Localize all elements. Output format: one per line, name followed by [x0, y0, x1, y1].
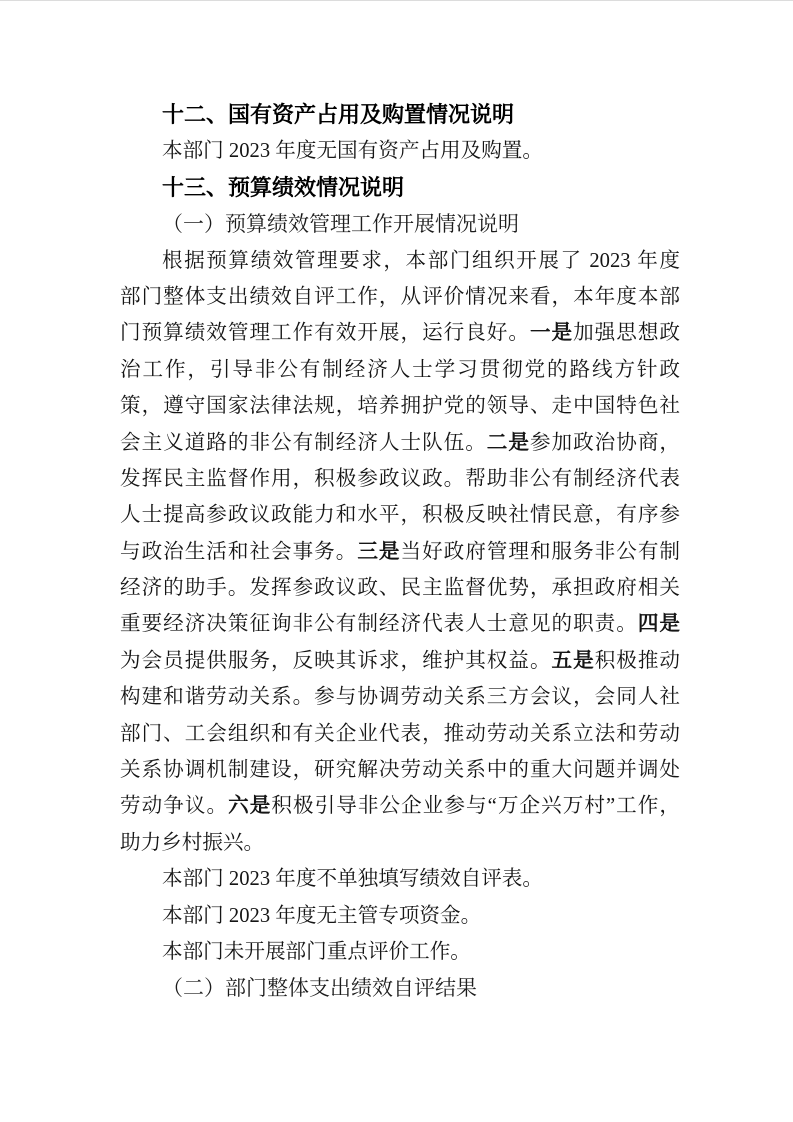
text-run: 积极推动 — [594, 649, 680, 672]
document-line — [120, 461, 680, 497]
document-line — [120, 788, 680, 824]
emphasis-text-run: 二是 — [486, 430, 530, 454]
text-run: 本部门 2023 年度无主管专项资金。 — [162, 904, 482, 927]
text-run: 为会员提供服务，反映其诉求，维护其权益。 — [120, 649, 552, 672]
document-line — [120, 570, 680, 606]
document-line — [120, 534, 680, 570]
text-run: 治工作，引导非公有制经济人士学习贯彻党的路线方针政 — [120, 358, 680, 381]
text-run: 经济的助手。发挥参政议政、民主监督优势，承担政府相关 — [120, 577, 680, 600]
text-run: 当好政府管理和服务非公有制 — [400, 540, 680, 563]
text-run: 加强思想政 — [573, 322, 680, 345]
emphasis-text-run: 十二、国有资产占用及购置情况说明 — [162, 102, 515, 127]
emphasis-text-run: 十三、预算绩效情况说明 — [162, 174, 405, 200]
document-line — [120, 315, 680, 351]
emphasis-text-run: 五是 — [551, 648, 595, 672]
section-heading-xii — [120, 97, 680, 133]
subsection-heading-1 — [120, 206, 680, 242]
emphasis-text-run: 六是 — [228, 794, 272, 818]
document-line — [120, 752, 680, 788]
emphasis-text-run: 四是 — [637, 612, 680, 636]
text-run: 与政治生活和社会事务。 — [120, 540, 358, 563]
text-run: 重要经济决策征询非公有制经济代表人士意见的职责。 — [120, 613, 638, 636]
text-run: 构建和谐劳动关系。参与协调劳动关系三方会议，会同人社 — [120, 686, 680, 709]
section-heading-xiii — [120, 170, 680, 206]
subsection-heading-2 — [120, 970, 680, 1006]
text-run: 本部门 2023 年度无国有资产占用及购置。 — [162, 140, 543, 163]
emphasis-text-run: 一是 — [529, 321, 574, 345]
text-run: 劳动争议。 — [120, 795, 229, 818]
text-run: 人士提高参政议政能力和水平，积极反映社情民意，有序参 — [120, 504, 680, 527]
document-line — [120, 606, 680, 642]
para-no-self-eval-table — [120, 861, 680, 897]
document-line — [120, 497, 680, 533]
para-no-state-assets — [120, 133, 680, 169]
document-line — [120, 825, 680, 861]
text-run: 关系协调机制建设，研究解决劳动关系中的重大问题并调处 — [120, 759, 680, 782]
para-no-key-evaluation — [120, 934, 680, 970]
document-line — [120, 388, 680, 424]
text-run: 本部门未开展部门重点评价工作。 — [162, 940, 471, 963]
document-line — [120, 243, 680, 279]
text-run: 部门、工会组织和有关企业代表，推动劳动关系立法和劳动 — [120, 722, 680, 745]
document-line — [120, 643, 680, 679]
document-line — [120, 352, 680, 388]
text-run: 助力乡村振兴。 — [120, 831, 265, 854]
text-run: （二）部门整体支出绩效自评结果 — [162, 976, 477, 1001]
document-line — [120, 716, 680, 752]
text-run: 部门整体支出绩效自评工作，从评价情况来看，本年度本部 — [120, 285, 680, 308]
document-line — [120, 279, 680, 315]
text-run: 发挥民主监督作用，积极参政议政。帮助非公有制经济代表 — [120, 467, 680, 490]
text-run: 策，遵守国家法律法规，培养拥护党的领导、走中国特色社 — [120, 395, 680, 418]
document-line — [120, 425, 680, 461]
document-line — [120, 679, 680, 715]
text-run: 本部门 2023 年度不单独填写绩效自评表。 — [162, 868, 543, 891]
page-top-edge — [0, 0, 793, 1]
text-run: 参加政治协商， — [529, 431, 680, 454]
document-text-block — [120, 97, 680, 1007]
text-run: 会主义道路的非公有制经济人士队伍。 — [120, 431, 487, 454]
para-no-special-funds — [120, 898, 680, 934]
text-run: 门预算绩效管理工作有效开展，运行良好。 — [120, 322, 530, 345]
emphasis-text-run: 三是 — [357, 539, 401, 563]
text-run: 根据预算绩效管理要求，本部门组织开展了 2023 年度 — [162, 249, 680, 272]
text-run: 积极引导非公企业参与“万企兴万村”工作， — [271, 795, 680, 818]
text-run: （一）预算绩效管理工作开展情况说明 — [162, 212, 519, 237]
